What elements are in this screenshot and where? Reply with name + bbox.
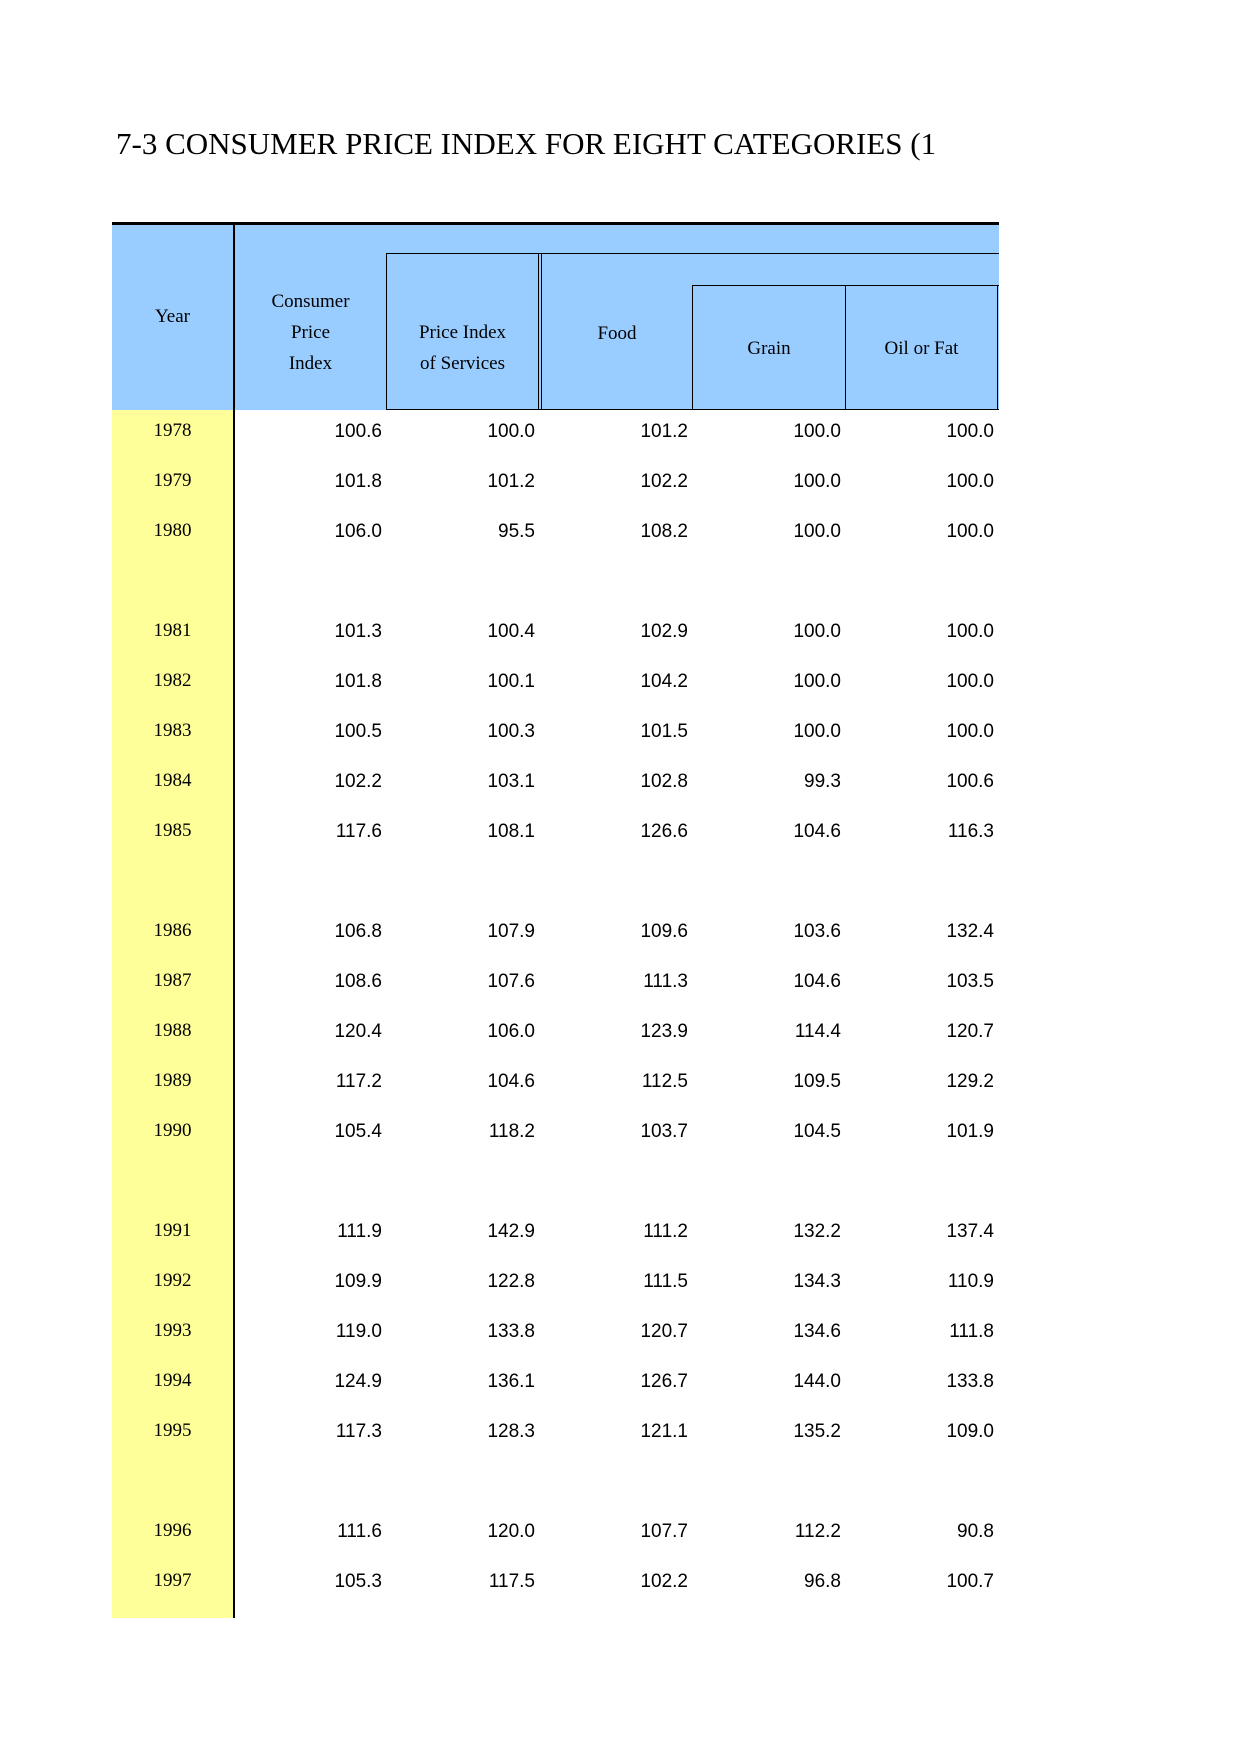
cell-services: 95.5	[498, 521, 535, 542]
cell-oil: 109.0	[946, 1421, 994, 1442]
cell-cpi: 105.3	[334, 1571, 382, 1592]
cell-cpi: 117.2	[335, 1071, 382, 1092]
cell-oil: 100.0	[946, 421, 994, 442]
cell-services: 107.9	[487, 921, 535, 942]
cell-grain: 100.0	[793, 521, 841, 542]
row-year: 1985	[153, 820, 192, 841]
cell-services: 142.9	[487, 1221, 535, 1242]
row-year: 1984	[153, 770, 192, 791]
header-divider	[997, 285, 998, 410]
cell-oil: 132.4	[946, 921, 994, 942]
cell-cpi: 117.3	[335, 1421, 382, 1442]
header-grain: Grain	[747, 337, 791, 359]
cell-cpi: 106.0	[334, 521, 382, 542]
cell-services: 136.1	[487, 1371, 535, 1392]
cell-services: 108.1	[487, 821, 535, 842]
row-year: 1993	[153, 1320, 192, 1341]
cell-food: 102.8	[640, 771, 688, 792]
row-year: 1995	[153, 1420, 192, 1441]
header-food: Food	[597, 322, 637, 344]
header-rule-level2	[386, 253, 999, 254]
cell-services: 101.2	[487, 471, 535, 492]
row-year: 1992	[153, 1270, 192, 1291]
row-year: 1982	[153, 670, 192, 691]
cell-food: 120.7	[640, 1321, 688, 1342]
cell-grain: 100.0	[793, 671, 841, 692]
cell-food: 107.7	[640, 1521, 688, 1542]
cell-cpi: 101.3	[334, 621, 382, 642]
cell-food: 102.2	[640, 471, 688, 492]
cell-services: 100.4	[487, 621, 535, 642]
cell-cpi: 100.6	[334, 421, 382, 442]
cell-food: 102.9	[640, 621, 688, 642]
cell-food: 111.5	[643, 1271, 688, 1292]
cell-food: 126.6	[640, 821, 688, 842]
header-divider	[538, 253, 539, 410]
cell-services: 133.8	[487, 1321, 535, 1342]
cell-oil: 133.8	[946, 1371, 994, 1392]
cell-cpi: 108.6	[334, 971, 382, 992]
cell-cpi: 111.9	[337, 1221, 382, 1242]
row-year: 1987	[153, 970, 192, 991]
cell-food: 104.2	[640, 671, 688, 692]
cell-grain: 114.4	[794, 1021, 841, 1042]
cell-oil: 137.4	[946, 1221, 994, 1242]
cell-oil: 100.0	[946, 721, 994, 742]
cell-grain: 104.6	[793, 971, 841, 992]
cell-services: 100.0	[487, 421, 535, 442]
cell-cpi: 120.4	[334, 1021, 382, 1042]
cell-food: 102.2	[640, 1571, 688, 1592]
row-year: 1994	[153, 1370, 192, 1391]
cell-grain: 109.5	[793, 1071, 841, 1092]
cell-grain: 112.2	[794, 1521, 841, 1542]
header-oil: Oil or Fat	[884, 337, 959, 359]
cell-cpi: 124.9	[334, 1371, 382, 1392]
cell-oil: 100.6	[946, 771, 994, 792]
cell-services: 106.0	[487, 1021, 535, 1042]
cell-grain: 100.0	[793, 621, 841, 642]
header-services: Price Index of Services	[418, 322, 507, 374]
row-year: 1996	[153, 1520, 192, 1541]
cell-grain: 132.2	[793, 1221, 841, 1242]
cell-food: 121.1	[640, 1421, 688, 1442]
cell-oil: 100.0	[946, 671, 994, 692]
cell-grain: 103.6	[793, 921, 841, 942]
cell-grain: 134.3	[793, 1271, 841, 1292]
cell-oil: 116.3	[947, 821, 994, 842]
row-year: 1991	[153, 1220, 192, 1241]
row-year: 1979	[153, 470, 192, 491]
cell-grain: 134.6	[793, 1321, 841, 1342]
cell-food: 126.7	[640, 1371, 688, 1392]
row-year: 1990	[153, 1120, 192, 1141]
cell-services: 107.6	[487, 971, 535, 992]
row-year: 1997	[153, 1570, 192, 1591]
cell-services: 100.3	[487, 721, 535, 742]
cell-oil: 129.2	[946, 1071, 994, 1092]
row-year: 1981	[153, 620, 192, 641]
cell-food: 111.3	[643, 971, 688, 992]
cell-food: 101.2	[640, 421, 688, 442]
cell-services: 103.1	[487, 771, 535, 792]
cell-food: 123.9	[640, 1021, 688, 1042]
cell-food: 111.2	[643, 1221, 688, 1242]
cell-grain: 104.6	[793, 821, 841, 842]
cell-services: 118.2	[488, 1121, 535, 1142]
cell-cpi: 101.8	[334, 471, 382, 492]
cell-cpi: 111.6	[337, 1521, 382, 1542]
cell-oil: 100.0	[946, 471, 994, 492]
cell-services: 120.0	[487, 1521, 535, 1542]
cell-food: 112.5	[641, 1071, 688, 1092]
cell-cpi: 109.9	[334, 1271, 382, 1292]
row-year: 1988	[153, 1020, 192, 1041]
cell-oil: 110.9	[947, 1271, 994, 1292]
cell-cpi: 106.8	[334, 921, 382, 942]
cell-cpi: 101.8	[334, 671, 382, 692]
cell-oil: 100.7	[946, 1571, 994, 1592]
row-year: 1989	[153, 1070, 192, 1091]
cell-oil: 100.0	[946, 521, 994, 542]
row-year: 1986	[153, 920, 192, 941]
cell-cpi: 105.4	[334, 1121, 382, 1142]
header-year: Year	[154, 305, 190, 327]
cell-services: 104.6	[487, 1071, 535, 1092]
cell-grain: 104.5	[793, 1121, 841, 1142]
cell-services: 117.5	[488, 1571, 535, 1592]
cell-grain: 135.2	[793, 1421, 841, 1442]
year-column-divider	[233, 225, 235, 1618]
cell-oil: 90.8	[957, 1521, 994, 1542]
cell-oil: 111.8	[949, 1321, 994, 1342]
row-year: 1983	[153, 720, 192, 741]
cell-oil: 120.7	[946, 1021, 994, 1042]
cell-cpi: 117.6	[335, 821, 382, 842]
cell-grain: 144.0	[793, 1371, 841, 1392]
cell-food: 109.6	[640, 921, 688, 942]
cell-oil: 101.9	[946, 1121, 994, 1142]
header-cpi: Consumer Price Index	[271, 291, 350, 374]
cell-grain: 100.0	[793, 471, 841, 492]
cell-food: 108.2	[640, 521, 688, 542]
cell-food: 103.7	[640, 1121, 688, 1142]
cell-grain: 100.0	[793, 421, 841, 442]
row-year: 1980	[153, 520, 192, 541]
cell-services: 122.8	[487, 1271, 535, 1292]
cell-grain: 96.8	[804, 1571, 841, 1592]
row-year: 1978	[153, 420, 192, 441]
cell-oil: 103.5	[946, 971, 994, 992]
cell-grain: 99.3	[804, 771, 841, 792]
cell-cpi: 119.0	[335, 1321, 382, 1342]
cell-grain: 100.0	[793, 721, 841, 742]
cell-food: 101.5	[640, 721, 688, 742]
page-title: 7-3 CONSUMER PRICE INDEX FOR EIGHT CATEGORIES (1	[116, 126, 937, 161]
cell-cpi: 100.5	[334, 721, 382, 742]
cell-oil: 100.0	[946, 621, 994, 642]
cell-services: 100.1	[487, 671, 535, 692]
cell-cpi: 102.2	[334, 771, 382, 792]
cell-services: 128.3	[487, 1421, 535, 1442]
